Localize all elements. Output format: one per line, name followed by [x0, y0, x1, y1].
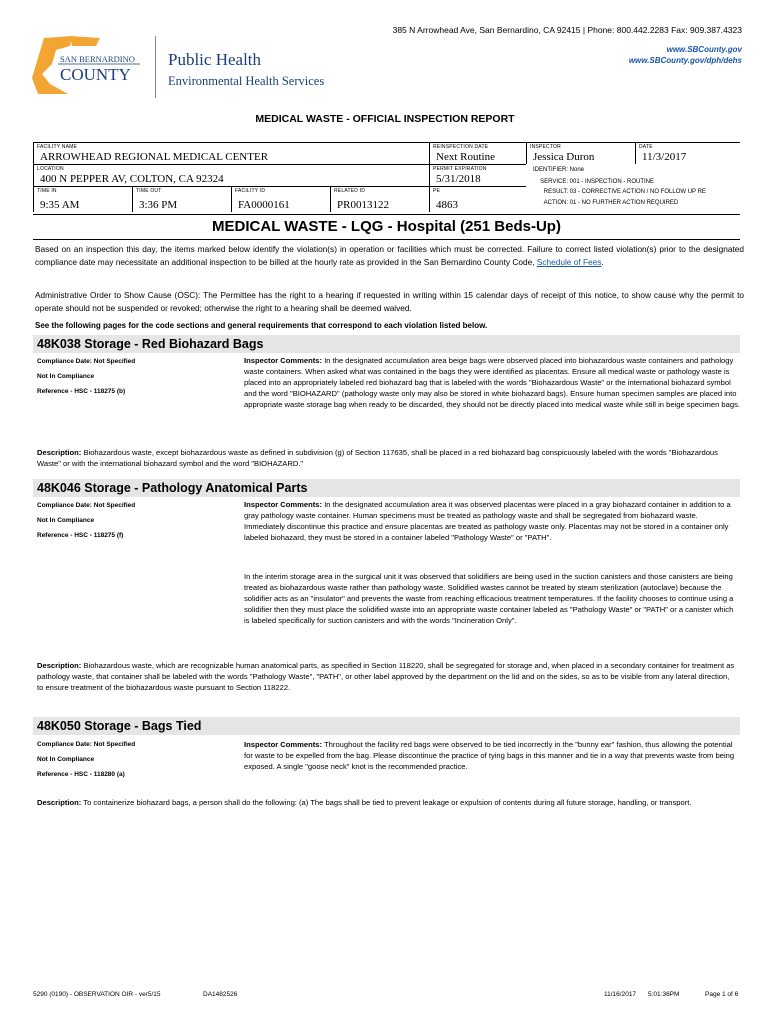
inspector-label: INSPECTOR — [530, 144, 561, 150]
report-title: MEDICAL WASTE - OFFICIAL INSPECTION REPORT — [255, 113, 515, 125]
inspection-info-grid — [33, 142, 740, 212]
time-in-value: 9:35 AM — [40, 199, 80, 211]
footer-doc-id: DA1482526 — [203, 991, 238, 998]
identifier-value: None — [569, 167, 585, 173]
permit-label: PERMIT EXPIRATION — [433, 166, 487, 172]
inspector-value: Jessica Duron — [533, 151, 595, 163]
reinspection-label: REINSPECTION DATE — [433, 144, 489, 150]
compliance-status: Not In Compliance — [37, 373, 95, 380]
facility-name-cell — [33, 142, 429, 164]
compliance-date: Compliance Date: Not Specified — [37, 358, 136, 365]
inspector-comments: Inspector Comments: Throughout the facility red bags were observed to be tied incorrectly in the "bunny ear" fashion, thus allowing the potential for waste to be expelled from the bag. Please discontinue the practice of tying bags in this manner and tie in a way that prevents waste from being exposed. A single "goose neck" knot is the recommended practice. — [244, 740, 735, 771]
logo-top-text: SAN BERNARDINO — [60, 54, 135, 64]
result-value: 03 - CORRECTIVE ACTION / NO FOLLOW UP RE — [569, 189, 706, 195]
schedule-of-fees-link[interactable]: Schedule of Fees — [536, 256, 602, 267]
violation-title: 48K050 Storage - Bags Tied — [33, 717, 740, 735]
location-value: 400 N PEPPER AV, COLTON, CA 92324 — [40, 173, 224, 185]
violation-title: 48K046 Storage - Pathology Anatomical Parts — [33, 479, 740, 497]
header-links — [629, 44, 742, 66]
compliance-status: Not In Compliance — [37, 517, 95, 524]
facility-type-heading: MEDICAL WASTE - LQG - Hospital (251 Beds-Up) — [33, 214, 740, 240]
footer-print-time: 5:01:36PM — [648, 991, 680, 998]
facility-name-value: ARROWHEAD REGIONAL MEDICAL CENTER — [40, 151, 269, 163]
inspector-comments-continued: In the interim storage area in the surgical unit it was observed that solidifiers are being used in the suction canisters and those canisters are being treated as biohazardous waste rather than pathology waste. Solidified wastes cannot be treated by steam sterilization (autoclave) because the solidifier acts as an "insulator" and prevents the waste from reaching efficacious treatment temperatures. If the facility chooses to continue using a solidifier then they must place the solidified waste into an appropriate waste container labeled as "Pathology Waste" or "PATH" or a canister which is labeled specifically for suction canisters and with the words "Incineration Only". — [244, 572, 734, 625]
inspector-comments: Inspector Comments: In the designated accumulation area beige bags were observed placed into biohazardous waste containers and pathology waste containers. When asked what was contained in the bags they were identified as placentas. Ensure all medical waste or pathology waste is placed into an appropriately labeled red biohazard bag that is labeled with the words "Biohazardous Waste" or the international biohazard symbol and the word "BIOHAZARD" (pathology waste only may also be stored in white biohazard bags). Ensure human specimen samples are placed into appropriate waste storage bag when ready to be discarded, they should not be directly placed into medical waste while still in beige specimen bags. — [244, 356, 740, 409]
header-divider — [155, 36, 156, 98]
logo-main-text: COUNTY — [60, 65, 131, 84]
violation-description: Description: Biohazardous waste, which are recognizable human anatomical parts, as specified in Section 118220, shall be segregated for storage and, when placed in a secondary container for treatment as pathology waste, that container shall be labeled with the words "Pathology Waste", "PATH", or other label approved by the department on the lid and on the sides, so as to be visible from any lateral direction, to ensure treatment of the biohazardous waste pursuant to Section 118222. — [37, 661, 735, 692]
osc-paragraph: Administrative Order to Show Cause (OSC): The Permittee has the right to a hearing if requested in writing within 15 calendar days of receipt of this notice, to show cause why the permit to operate should not be suspended or revoked; otherwise the right to a hearing shall be deemed waived. — [35, 290, 744, 313]
compliance-date: Compliance Date: Not Specified — [37, 741, 136, 748]
county-seal-icon — [30, 34, 145, 96]
code-reference: Reference - HSC - 118280 (a) — [37, 771, 125, 778]
service-value: 001 - INSPECTION - ROUTINE — [569, 179, 655, 185]
result-label: RESULT: — [543, 189, 568, 195]
location-cell — [33, 164, 429, 186]
result-row — [508, 189, 706, 195]
inspector-comments: Inspector Comments: In the designated accumulation area it was observed placentas were placed in a gray biohazard container in addition to a gray pathology waste container. Human specimens must be treated as pathology waste and shall be segregated from biohazard waste. Immediately discontinue this practice and ensure placentas are treated as pathology waste only. Placentas may not be stored in a container only labeled biohazard, they must be stored in a container labeled "Pathology Waste" or "PATH". — [244, 500, 731, 542]
footer-print-date: 11/16/2017 — [604, 991, 637, 998]
date-cell — [635, 142, 740, 164]
facility-id-cell — [231, 186, 330, 212]
identifier-label: IDENTIFIER: — [532, 167, 568, 173]
subdepartment-name: Environmental Health Services — [168, 74, 325, 88]
footer-form-id: 5290 (0190) - OBSERVATION OIR - ver5/15 — [33, 991, 161, 998]
inspector-cell — [526, 142, 635, 164]
violation-description: Description: Biohazardous waste, except biohazardous waste as defined in subdivision (g) of Section 117635, shall be placed in a red biohazard bag conspicuously labeled with the words "Biohazardous Waste" or with the international biohazard symbol and the word "BIOHAZARD." — [37, 448, 718, 468]
header-address: 385 N Arrowhead Ave, San Bernardino, CA 92415 | Phone: 800.442.2283 Fax: 909.387.4323 — [392, 25, 742, 35]
service-label: SERVICE: — [540, 179, 568, 185]
time-in-cell — [33, 186, 132, 212]
location-label: LOCATION — [37, 166, 64, 172]
date-label: DATE — [639, 144, 653, 150]
code-reference: Reference - HSC - 118275 (f) — [37, 532, 124, 539]
date-value: 11/3/2017 — [642, 151, 687, 163]
action-row — [508, 200, 678, 206]
action-value: 01 - NO FURTHER ACTION REQUIRED — [569, 200, 679, 206]
facility-name-label: FACILITY NAME — [37, 144, 78, 150]
permit-value: 5/31/2018 — [436, 173, 481, 185]
time-out-cell — [132, 186, 231, 212]
pe-label: PE — [433, 188, 441, 194]
facility-id-value: FA0000161 — [238, 199, 290, 211]
violation-description: Description: To containerize biohazard bags, a person shall do the following: (a) The bags shall be tied to prevent leakage or expulsion of contents during all future storage, handling, or transport. — [37, 798, 692, 807]
service-row — [508, 179, 654, 185]
time-in-label: TIME IN — [37, 188, 57, 194]
time-out-value: 3:36 PM — [139, 199, 178, 211]
department-name: Public Health — [168, 50, 262, 69]
code-sections-note: See the following pages for the code sections and general requirements that correspond to each violation listed below. — [35, 321, 488, 330]
reinspection-value: Next Routine — [436, 151, 495, 163]
action-label: ACTION: — [543, 200, 568, 206]
sbcounty-link[interactable]: www.SBCounty.gov — [666, 45, 742, 54]
related-id-label: RELATED ID — [334, 188, 366, 194]
footer-page-number: Page 1 of 6 — [705, 991, 739, 998]
related-id-cell — [330, 186, 429, 212]
dehs-link[interactable]: www.SBCounty.gov/dph/dehs — [628, 56, 742, 65]
related-id-value: PR0013122 — [337, 199, 389, 211]
compliance-status: Not In Compliance — [37, 756, 95, 763]
intro-paragraph: Based on an inspection this day, the items marked below identify the violation(s) in operation or facilities which must be corrected. Failure to correct listed violation(s) prior to the designated compliance date may necessitate an additional inspection to be billed at the hourly rate as provided in the San Bernardino County Code, Schedule of Fees. — [35, 244, 744, 267]
reinspection-cell — [429, 142, 526, 164]
county-logo — [30, 34, 145, 96]
violation-title: 48K038 Storage - Red Biohazard Bags — [33, 335, 740, 353]
facility-id-label: FACILITY ID — [235, 188, 266, 194]
code-reference: Reference - HSC - 118275 (b) — [37, 388, 126, 395]
compliance-date: Compliance Date: Not Specified — [37, 502, 136, 509]
pe-value: 4863 — [436, 199, 458, 211]
identifier-row — [508, 167, 584, 173]
time-out-label: TIME OUT — [136, 188, 162, 194]
